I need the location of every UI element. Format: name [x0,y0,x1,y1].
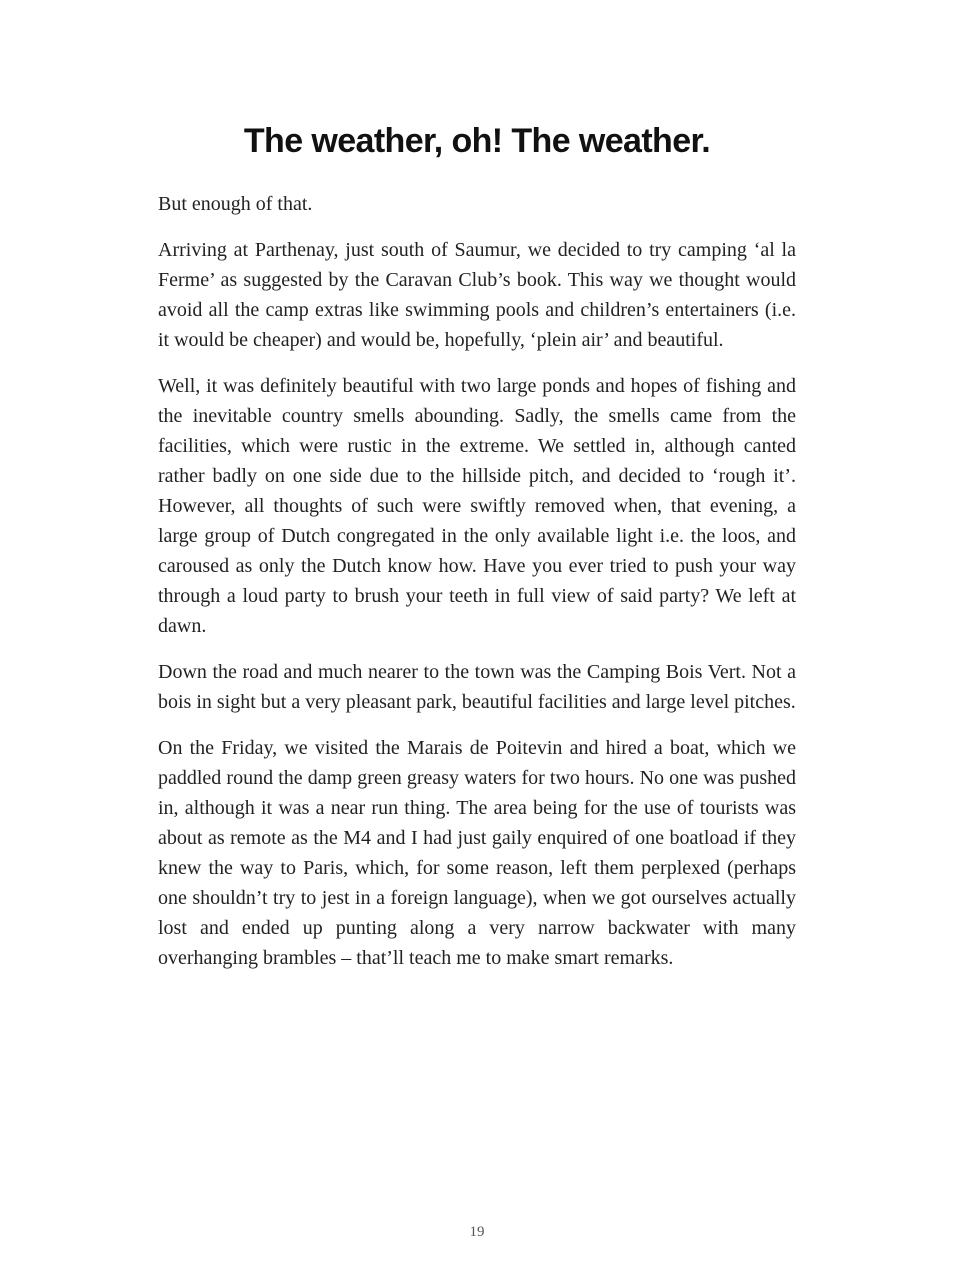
page-number: 19 [469,1224,485,1240]
paragraph: But enough of that. [158,193,313,215]
paragraph: Down the road and much nearer to the town was the Camping Bois Vert. Not a bois in sight but a very pleasant park, beautiful facilities and large level pitches. [158,661,796,713]
paragraph: Arriving at Parthenay, just south of Saumur, we decided to try camping ‘al la Ferme’ as suggested by the Caravan Club’s book. This way we thought would avoid all the camp extras like swimming pools and children’s entertainers (i.e. it would be cheaper) and would be, hopefully, ‘plein air’ and beautiful. [158,239,796,351]
chapter-title: The weather, oh! The weather. [243,122,711,160]
document-page [158,0,796,1276]
paragraph: On the Friday, we visited the Marais de Poitevin and hired a boat, which we paddled round the damp green greasy waters for two hours. No one was pushed in, although it was a near run thing. The area being for the use of tourists was about as remote as the M4 and I had just gaily enquired of one boatload if they knew the way to Paris, which, for some reason, left them perplexed (perhaps one shouldn’t try to jest in a foreign language), when we got ourselves actually lost and ended up punting along a very narrow backwater with many overhanging brambles – that’ll teach me to make smart remarks. [158,737,796,969]
paragraph: Well, it was definitely beautiful with two large ponds and hopes of fishing and the inevitable country smells abounding. Sadly, the smells came from the facilities, which were rustic in the extreme. We settled in, although canted rather badly on one side due to the hillside pitch, and decided to ‘rough it’. However, all thoughts of such were swiftly removed when, that evening, a large group of Dutch congregated in the only available light i.e. the loos, and caroused as only the Dutch know how. Have you ever tried to push your way through a loud party to brush your teeth in full view of said party? We left at dawn. [158,375,796,637]
body-text [158,189,796,989]
